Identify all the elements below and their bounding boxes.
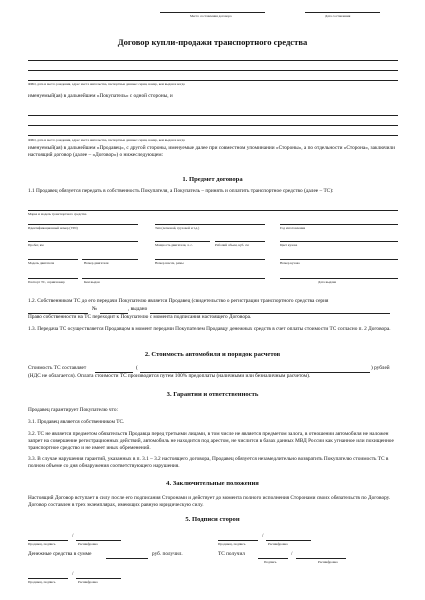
final-decode-label: Расшифровка: [78, 580, 98, 584]
chassis-no-field[interactable]: [155, 259, 265, 260]
type-label: Тип (легковой, грузовой и т.д.): [155, 226, 200, 230]
date-line[interactable]: [305, 12, 380, 13]
s1-p2c: Право собственности на ТС переходит к Покупателю с момента подписания настоящего Договора.: [28, 314, 252, 320]
engine-model-field[interactable]: [28, 259, 78, 260]
body-no-label: Номер кузова: [280, 261, 300, 265]
s3-p1: 3.1. Продавец является собственником ТС.: [28, 419, 125, 425]
type-field[interactable]: [155, 224, 265, 225]
brand-field[interactable]: [28, 210, 398, 211]
engine-no-field[interactable]: [82, 259, 138, 260]
seller-fio-line-2[interactable]: [28, 125, 398, 126]
vehicle-sig-field[interactable]: [258, 558, 288, 559]
issue-date-field[interactable]: [280, 278, 398, 279]
vehicle-decode-label: Расшифровка: [318, 560, 338, 564]
money-unit: руб. получил.: [152, 551, 183, 557]
cost-label: Стоимость ТС составляет: [28, 365, 87, 371]
color-field[interactable]: [280, 241, 398, 242]
vin-field[interactable]: [28, 224, 138, 225]
section-2-title: 2. Стоимость автомобиля и порядок расчетов: [144, 351, 281, 358]
date-label: Дата составления: [325, 14, 351, 18]
seller-decode-label: Расшифровка: [78, 542, 98, 546]
year-label: Год изготовления: [280, 226, 306, 230]
s1-p2a: 1.2. Собственником ТС до его передачи Покупателю является Продавец (свидетельство о регистрации транспортного средства серия: [28, 298, 329, 304]
money-label: Денежные средства в сумме: [28, 551, 92, 557]
buyer-text: именуемый(ая) в дальнейшем «Покупатель» с одной стороны, и: [28, 93, 173, 99]
body-no-field[interactable]: [280, 259, 398, 260]
seller-fio-line-1[interactable]: [28, 115, 398, 116]
seller-fio-line-3[interactable]: [28, 135, 398, 136]
place-label: Место составления договора: [190, 14, 232, 18]
buyer-fio-line-2[interactable]: [28, 70, 398, 71]
issue-date-label: Дата выдачи: [318, 280, 337, 284]
mileage-field[interactable]: [28, 241, 138, 242]
issued-by-label: Кем выдан: [84, 280, 100, 284]
section-1-title: 1. Предмет договора: [182, 176, 243, 183]
money-amount-field[interactable]: [106, 558, 148, 559]
seller-sig-label: Продавец, подпись: [28, 542, 56, 546]
s3-intro: Продавец гарантирует Покупателю что:: [28, 407, 118, 413]
pts-label: Паспорт ТС, серия/номер: [28, 280, 65, 284]
issued-by-field[interactable]: [82, 278, 265, 279]
vin-label: Идентификационный номер (VIN): [28, 226, 78, 230]
buyer-fio-hint: ФИО, дата и место рождения, адрес места жительства, паспортные данные: серия, номер, кем выдан и когда: [28, 82, 185, 86]
mileage-label: Пробег, км: [28, 243, 44, 247]
section-4-title: 4. Заключительные положения: [166, 480, 259, 487]
final-sig-slash: /: [72, 571, 74, 577]
seller-decode-field[interactable]: [76, 540, 121, 541]
seller-fio-hint: ФИО, дата и место рождения, адрес места жительства, паспортные данные: серия, номер, кем выдан и когда: [28, 138, 185, 142]
cost-open-paren: (: [136, 365, 138, 371]
buyer-decode-label: Расшифровка: [268, 542, 288, 546]
buyer-fio-line-1[interactable]: [28, 60, 398, 61]
buyer-sig-label: Продавец, подпись: [218, 542, 246, 546]
place-line[interactable]: [160, 12, 265, 13]
final-sig-label: Продавец, подпись: [28, 580, 56, 584]
seller-text: именуемый(ая) в дальнейшем «Продавец», с другой стороны, именуемые далее при совместном упоминании «Стороны», а по отдельности «Сторона», заключили настоящий договор (далее – «Договор») о нижеследующем:: [28, 145, 395, 158]
vehicle-received-label: ТС получил: [218, 551, 245, 557]
page-title: Договор купли-продажи транспортного средства: [117, 37, 308, 47]
s3-p3: 3.3. В случае нарушения гарантий, указанных в п. 3.1 – 3.2 настоящего договора, Продавец обязуется незамедлительно возвратить Покупателю стоимость ТС в полном объеме со дня обнаружения соответствующего нарушения.: [28, 456, 389, 469]
brand-label: Марка и модель транспортного средства: [28, 212, 87, 216]
volume-label: Рабочий объем, куб. см: [215, 243, 249, 247]
cert-no-label: №: [92, 306, 98, 312]
cost-close-rub: ) рублей: [371, 365, 390, 371]
chassis-no-label: Номер шасси, рамы: [155, 261, 184, 265]
s2-text: (НДС не облагается). Оплата стоимости ТС производится путем 100% предоплаты (наличными или безналичным расчетом).: [28, 373, 311, 379]
buyer-fio-line-3[interactable]: [28, 80, 398, 81]
buyer-decode-field[interactable]: [266, 540, 311, 541]
buyer-signature-field[interactable]: [218, 540, 258, 541]
section-3-title: 3. Гарантии и ответственность: [166, 391, 259, 398]
s4-text: Настоящий Договор вступает в силу после его подписания Сторонами и действует до момента полного исполнения Сторонами своих обязательств по Договору. Договор составлен в трех экземплярах, имеющих равную юридическую силу.: [28, 495, 391, 508]
seller-signature-field[interactable]: [28, 540, 68, 541]
final-decode-field[interactable]: [76, 578, 121, 579]
year-field[interactable]: [280, 224, 398, 225]
s1-p3: 1.3. Передача ТС осуществляется Продавцом в момент передачи Покупателем Продавцу денежных средств в счет оплаты стоимости ТС согласно п. 2 Договора.: [28, 326, 391, 332]
color-label: Цвет кузова: [280, 243, 298, 247]
volume-field[interactable]: [215, 241, 265, 242]
vehicle-sig-slash: /: [291, 551, 293, 557]
engine-no-label: Номер двигателя: [84, 261, 109, 265]
cert-issued-label: , выдано: [128, 306, 148, 312]
final-signature-field[interactable]: [28, 578, 68, 579]
pts-field[interactable]: [28, 278, 78, 279]
power-label: Мощность двигателя, л. с.: [155, 243, 193, 247]
s3-p2: 3.2. ТС не является предметом обязательств Продавца перед третьими лицами, в том числе не является предметом залога, в отношении автомобиля не наложен запрет на совершение регистрационных действий, автомобиль не находится под арестом, не числится в базах данных МВД России как угнанное или похищенное транспортное средство и не имеет иных обременений.: [28, 431, 394, 451]
power-field[interactable]: [155, 241, 210, 242]
s1-p1: 1.1 Продавец обязуется передать в собственность Покупателя, а Покупатель – принять и оплатить транспортное средство (далее – ТС):: [28, 188, 334, 194]
vehicle-sig-label: Подпись: [264, 560, 277, 564]
engine-model-label: Модель двигателя: [28, 261, 55, 265]
buyer-sig-slash: /: [262, 533, 264, 539]
vehicle-decode-field[interactable]: [296, 558, 346, 559]
section-5-title: 5. Подписи сторон: [185, 516, 240, 523]
seller-sig-slash: /: [72, 533, 74, 539]
